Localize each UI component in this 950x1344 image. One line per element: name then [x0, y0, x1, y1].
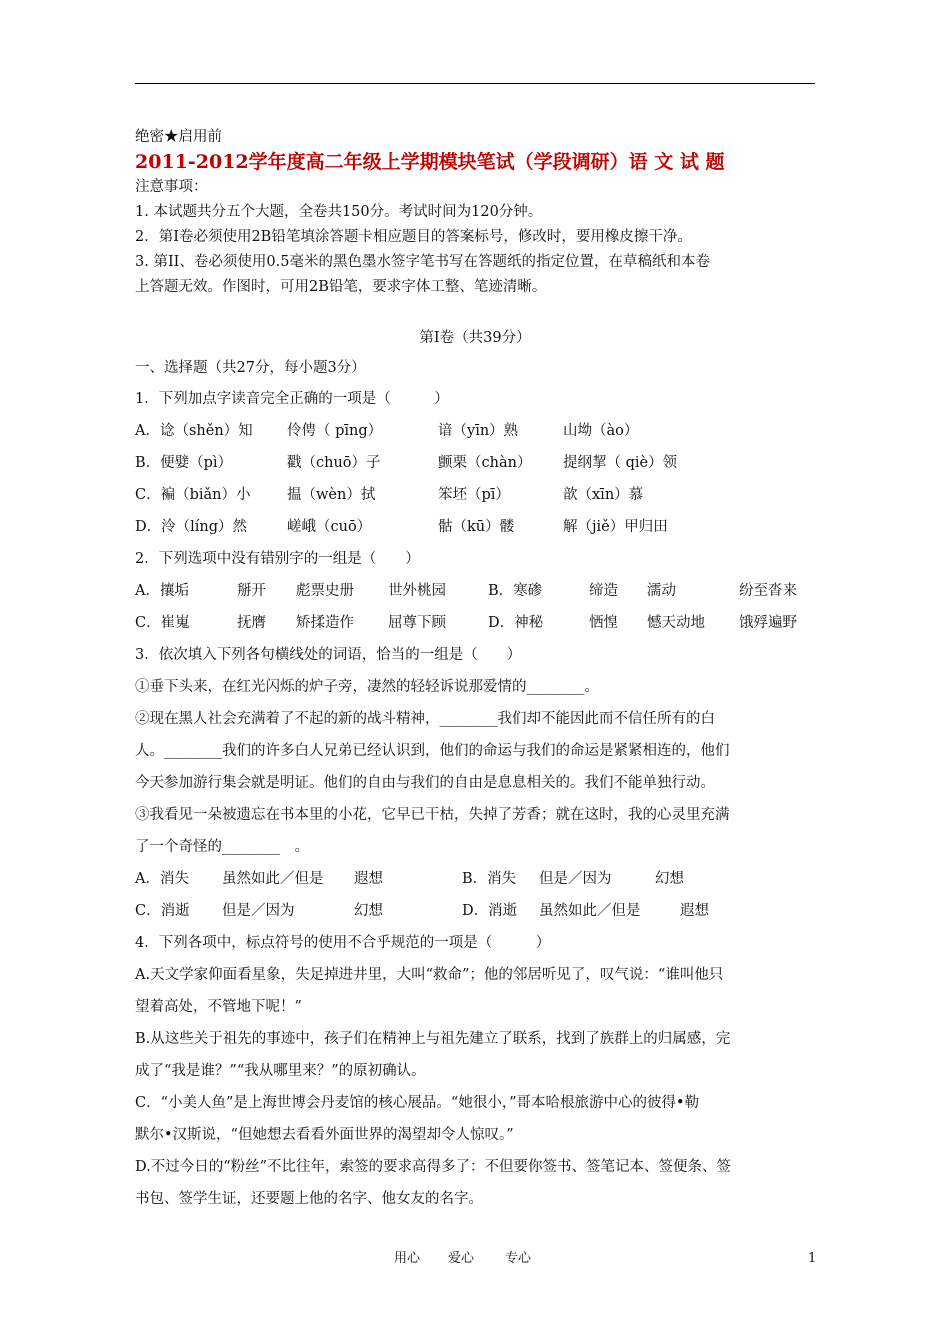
option-cell: 矫揉造作 [296, 615, 354, 631]
option-cell: 抚膺 [237, 615, 266, 631]
option-line: 书包、签学生证，还要题上他的名字、他女友的名字。 [135, 1191, 483, 1207]
option-cell: 饿殍遍野 [739, 615, 797, 631]
option-cell: 遐想 [354, 871, 383, 887]
option-cell: C．崔嵬 [135, 615, 190, 631]
note-item: 1. 本试题共分五个大题，全卷共150分。考试时间为120分钟。 [135, 204, 543, 220]
note-item: 上答题无效。作图时，可用2B铅笔，要求字体工整、笔迹清晰。 [135, 279, 547, 295]
option-cell: 骷（kū）髅 [438, 519, 515, 535]
option-cell: 山坳（ào） [563, 423, 639, 439]
option-cell: B．寒碜 [488, 583, 543, 599]
option-cell: 世外桃园 [388, 583, 446, 599]
option-cell: C．褊（biǎn）小 [135, 487, 251, 503]
passage-line: ①垂下头来，在红光闪烁的炉子旁，凄然的轻轻诉说那爱情的________。 [135, 679, 599, 695]
note-item: 2．第Ⅰ卷必须使用2B铅笔填涂答题卡相应题目的答案标号，修改时，要用橡皮擦干净。 [135, 229, 692, 245]
option-cell: 缔造 [589, 583, 618, 599]
option-cell: 虽然如此／但是 [222, 871, 324, 887]
note-item: 3. 第II、卷必须使用0.5毫米的黑色墨水签字笔书写在答题纸的指定位置，在草稿纸和本卷 [135, 254, 710, 270]
option-line: A.天文学家仰面看星象，失足掉进井里，大叫“救命”；他的邻居听见了，叹气说：“谁叫他只 [135, 967, 724, 983]
option-cell: 伶俜（ pīng） [287, 423, 383, 439]
option-line: C．“小美人鱼”是上海世博会丹麦馆的核心展品。“她很小，”哥本哈根旅游中心的彼得•勒 [135, 1095, 700, 1111]
option-cell: 憾天动地 [647, 615, 705, 631]
part-heading: 第Ⅰ卷（共39分） [419, 330, 531, 346]
option-cell: D．消逝 [462, 903, 518, 919]
footer-motto: 用心 [394, 1251, 421, 1266]
footer-motto: 专心 [505, 1251, 532, 1266]
passage-line: ②现在黑人社会充满着了不起的新的战斗精神，________我们却不能因此而不信任所有的白 [135, 711, 715, 727]
option-line: 默尔•汉斯说，“但她想去看看外面世界的渴望却令人惊叹。” [135, 1127, 514, 1143]
option-cell: 濡动 [647, 583, 676, 599]
option-cell: 但是／因为 [222, 903, 295, 919]
option-line: D.不过今日的“粉丝”不比往年，索签的要求高得多了：不但要你签书、签笔记本、签便条、签 [135, 1159, 732, 1175]
option-cell: 笨坯（pī） [438, 487, 510, 503]
option-cell: 歆（xīn）慕 [563, 487, 644, 503]
option-cell: 恓惶 [589, 615, 618, 631]
option-cell: C．消逝 [135, 903, 190, 919]
question-stem: 4．下列各项中，标点符号的使用不合乎规范的一项是（ ） [135, 935, 551, 951]
option-cell: A．攘垢 [135, 583, 189, 599]
passage-line: 今天参加游行集会就是明证。他们的自由与我们的自由是息息相关的。我们不能单独行动。 [135, 775, 715, 791]
option-cell: 提纲挈（ qiè）领 [563, 455, 678, 471]
option-cell: 屈尊下顾 [388, 615, 446, 631]
option-line: B.从这些关于祖先的事迹中，孩子们在精神上与祖先建立了联系，找到了族群上的归属感，完 [135, 1031, 731, 1047]
option-cell: 遐想 [680, 903, 709, 919]
option-cell: 虽然如此／但是 [539, 903, 641, 919]
option-cell: 纷至沓来 [739, 583, 797, 599]
option-cell: D．泠（líng）然 [135, 519, 248, 535]
option-cell: 但是／因为 [539, 871, 612, 887]
option-cell: 揾（wèn）拭 [287, 487, 376, 503]
option-cell: 戳（chuō）子 [287, 455, 381, 471]
option-cell: A．谂（shěn）知 [135, 423, 253, 439]
option-cell: B．消失 [462, 871, 517, 887]
option-cell: 颤栗（chàn） [438, 455, 532, 471]
question-stem: 3．依次填入下列各句横线处的词语，恰当的一组是（ ） [135, 647, 522, 663]
footer-motto: 爱心 [448, 1251, 475, 1266]
option-cell: 幻想 [354, 903, 383, 919]
page-number: 1 [808, 1251, 817, 1266]
question-stem: 1．下列加点字读音完全正确的一项是（ ） [135, 391, 449, 407]
option-cell: 谙（yīn）熟 [438, 423, 519, 439]
option-cell: D．神秘 [488, 615, 544, 631]
header-rule [135, 83, 815, 84]
exam-title: 2011-2012学年度高二年级上学期模块笔试（学段调研）语 文 试 题 [135, 151, 725, 173]
section-heading: 一、选择题（共27分，每小题3分） [135, 360, 366, 376]
option-cell: B．便嬖（pì） [135, 455, 233, 471]
option-cell: 解（jiě）甲归田 [563, 519, 668, 535]
passage-line: 了一个奇怪的________ 。 [135, 839, 309, 855]
option-cell: 嵯峨（cuō） [287, 519, 372, 535]
option-cell: A．消失 [135, 871, 189, 887]
option-cell: 彪票史册 [296, 583, 354, 599]
passage-line: 人。________我们的许多白人兄弟已经认识到，他们的命运与我们的命运是紧紧相连的，他们 [135, 743, 730, 759]
passage-line: ③我看见一朵被遗忘在书本里的小花，它早已干枯，失掉了芳香；就在这时，我的心灵里充满 [135, 807, 730, 823]
option-line: 望着高处，不管地下呢！” [135, 999, 302, 1015]
option-cell: 掰开 [237, 583, 266, 599]
notes-heading: 注意事项： [135, 179, 208, 195]
question-stem: 2．下列选项中没有错别字的一组是（ ） [135, 551, 420, 567]
option-cell: 幻想 [655, 871, 684, 887]
option-line: 成了“我是谁？”“我从哪里来？”的原初确认。 [135, 1063, 426, 1079]
secret-label: 绝密★启用前 [135, 129, 222, 145]
